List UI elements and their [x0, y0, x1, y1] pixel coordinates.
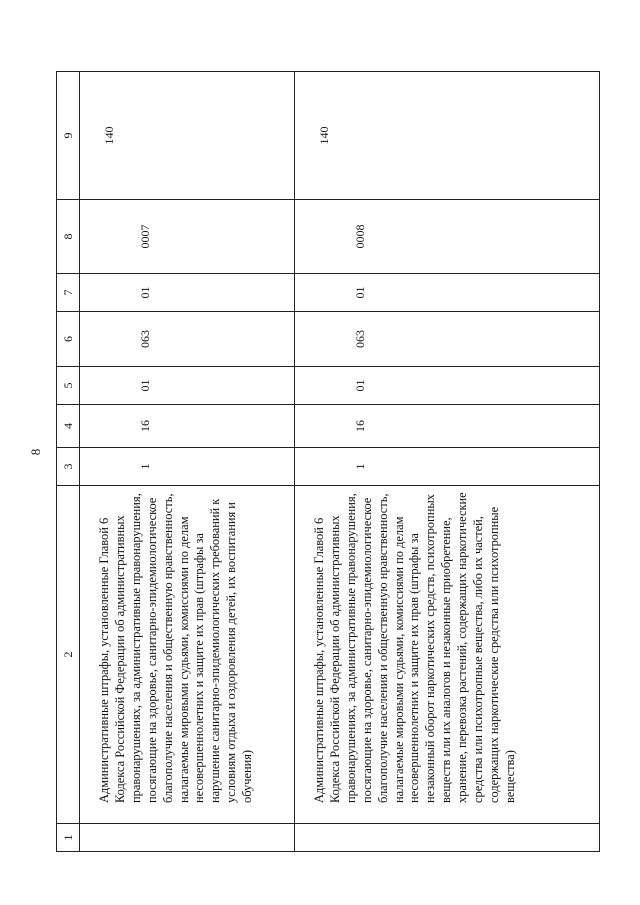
header-col-5: 5	[57, 367, 80, 405]
row-1-col-7: 01	[80, 274, 295, 312]
page-number-text: 8	[28, 448, 43, 456]
header-col-8: 8	[57, 200, 80, 274]
row-2-col-1	[295, 824, 600, 852]
header-col-3: 3	[57, 448, 80, 486]
table-row	[295, 72, 600, 852]
rotated-table-wrapper	[56, 72, 600, 852]
row-2-col-6: 063	[295, 312, 600, 367]
row-2-col-9: 140	[295, 72, 600, 200]
row-2-col-5: 01	[295, 367, 600, 405]
page-number	[21, 437, 51, 467]
row-2-description: Административные штрафы, установленные Главой 6 Кодекса Российской Федерации об административных правонарушениях, за административные правонарушения, посягающие на здоровье, санитарно-эпидемиологическое благополучие населения и общественную нравственность, налагаемые мировыми судьями, комиссиями по делам несовершеннолетних и защите их прав (штрафы за незаконный оборот наркотических средств, психотропных веществ или их аналогов и незаконные приобретение, хранение, перевозка растений, содержащих наркотические средства или психотропные вещества, либо их частей, содержащих наркотические средства или психотропные вещества)	[295, 486, 600, 824]
budget-classification-table	[56, 71, 600, 852]
row-1-col-5: 01	[80, 367, 295, 405]
row-1-col-1	[80, 824, 295, 852]
row-2-col-7: 01	[295, 274, 600, 312]
row-2-col-8: 0008	[295, 200, 600, 274]
header-col-7: 7	[57, 274, 80, 312]
header-row	[57, 72, 80, 852]
row-1-col-3: 1	[80, 448, 295, 486]
header-col-1: 1	[57, 824, 80, 852]
header-col-9: 9	[57, 72, 80, 200]
header-col-4: 4	[57, 405, 80, 448]
row-1-col-8: 0007	[80, 200, 295, 274]
row-2-col-4: 16	[295, 405, 600, 448]
row-1-col-6: 063	[80, 312, 295, 367]
row-2-col-3: 1	[295, 448, 600, 486]
row-1-col-9: 140	[80, 72, 295, 200]
header-col-6: 6	[57, 312, 80, 367]
header-col-2: 2	[57, 486, 80, 824]
row-1-col-4: 16	[80, 405, 295, 448]
table-row	[80, 72, 295, 852]
row-1-description: Административные штрафы, установленные Главой 6 Кодекса Российской Федерации об административных правонарушениях, за административные правонарушения, посягающие на здоровье, санитарно-эпидемиологическое благополучие населения и общественную нравственность, налагаемые мировыми судьями, комиссиями по делам несовершеннолетних и защите их прав (штрафы за нарушение санитарно-эпидемиологических требований к условиям отдыха и оздоровления детей, их воспитания и обучения)	[80, 486, 295, 824]
